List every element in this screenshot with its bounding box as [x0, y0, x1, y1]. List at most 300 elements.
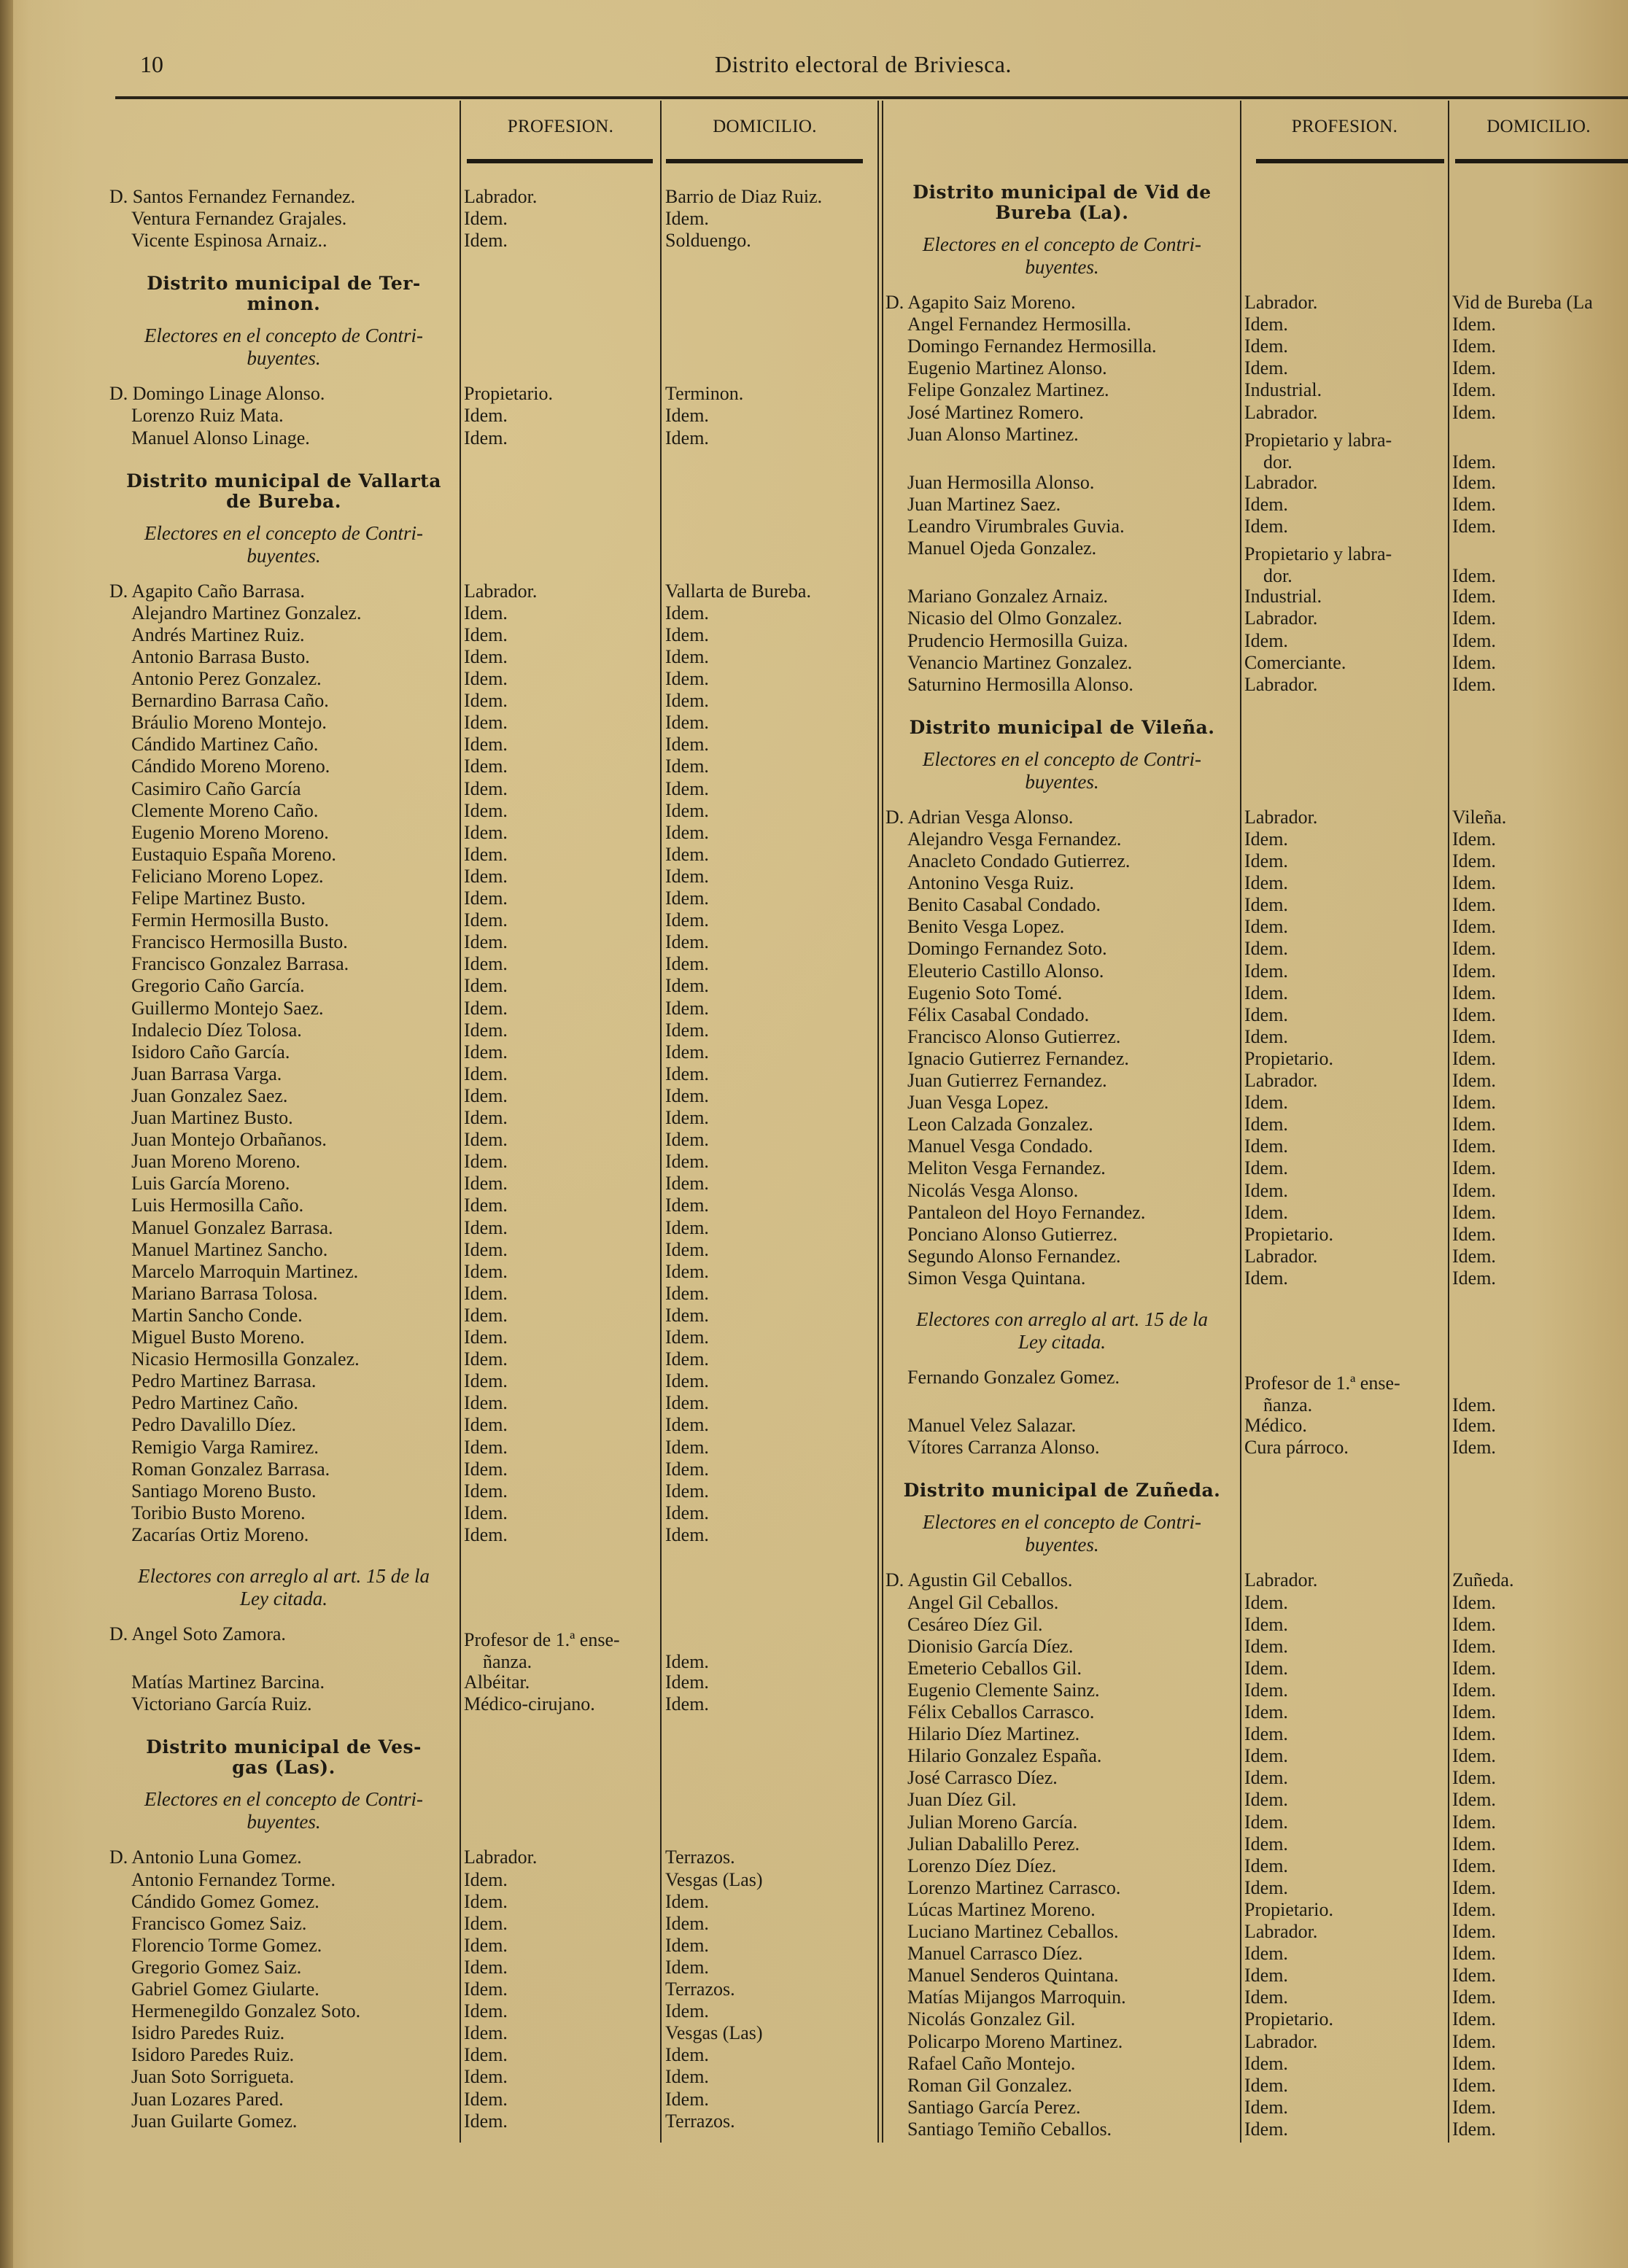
elector-name: Antonio Perez Gonzalez.	[131, 668, 322, 689]
elector-profesion: Idem.	[1244, 1092, 1288, 1114]
elector-name: Juan Gonzalez Saez.	[131, 1084, 288, 1106]
elector-name: Indalecio Díez Tolosa.	[131, 1019, 302, 1041]
elector-profesion: Labrador.	[1244, 471, 1318, 493]
elector-domicilio: Idem.	[1452, 1003, 1496, 1025]
elector-name: Juan Díez Gil.	[907, 1789, 1017, 1811]
elector-name: Gregorio Gomez Saiz.	[131, 1956, 302, 1978]
elector-domicilio: Idem.	[665, 1934, 709, 1956]
elector-domicilio: Idem.	[665, 1912, 709, 1934]
elector-name: Ventura Fernandez Grajales.	[131, 208, 347, 230]
elector-name: Guillermo Montejo Saez.	[131, 997, 324, 1019]
elector-name: Eugenio Clemente Sainz.	[907, 1679, 1100, 1701]
elector-name: Eleuterio Castillo Alonso.	[907, 960, 1104, 982]
divider-right-name-profesion	[1240, 101, 1241, 2143]
elector-name: Simon Vesga Quintana.	[907, 1267, 1086, 1289]
elector-domicilio: Idem.	[665, 668, 709, 689]
elector-name: Juan Soto Sorrigueta.	[131, 2066, 295, 2088]
elector-domicilio: Idem.	[1452, 1679, 1496, 1701]
elector-profesion: Idem.	[464, 1868, 508, 1890]
elector-profesion: Idem.	[464, 821, 508, 843]
elector-profesion: Idem.	[1244, 2118, 1288, 2140]
elector-profesion: Idem.	[464, 1348, 508, 1370]
elector-profesion: Idem.	[1244, 1135, 1288, 1157]
elector-domicilio: Vallarta de Bureba.	[665, 580, 811, 602]
elector-category-subheading: Ley citada.	[240, 1588, 327, 1609]
elector-profesion: Idem.	[464, 1414, 508, 1436]
elector-name: Rafael Caño Montejo.	[907, 2052, 1076, 2074]
elector-name: Julian Dabalillo Perez.	[907, 1833, 1080, 1855]
elector-domicilio: Idem.	[1452, 1987, 1496, 2008]
divider-left-name-profesion	[460, 101, 461, 2143]
elector-profesion: Labrador.	[464, 186, 538, 207]
elector-domicilio: Idem.	[665, 997, 709, 1019]
elector-domicilio: Idem.	[1452, 1025, 1496, 1047]
elector-name: Venancio Martinez Gonzalez.	[907, 651, 1133, 673]
elector-profesion: Idem.	[1244, 1679, 1288, 1701]
elector-profesion: Labrador.	[464, 580, 538, 602]
elector-domicilio: Idem.	[665, 645, 709, 667]
elector-profesion: Idem.	[1244, 1201, 1288, 1223]
elector-domicilio: Idem.	[1452, 960, 1496, 982]
elector-domicilio: Idem.	[665, 799, 709, 821]
elector-name: Bráulio Moreno Montejo.	[131, 712, 327, 734]
elector-name: D. Domingo Linage Alonso.	[109, 383, 325, 405]
elector-profesion: Labrador.	[1244, 1070, 1318, 1091]
elector-profesion: Labrador.	[1244, 1921, 1318, 1942]
elector-name: Meliton Vesga Fernandez.	[907, 1157, 1106, 1179]
elector-profesion: Idem.	[1244, 872, 1288, 894]
elector-domicilio: Idem.	[665, 1260, 709, 1282]
elector-profesion: Idem.	[464, 1502, 508, 1523]
elector-domicilio: Idem.	[1452, 607, 1496, 629]
elector-name: Andrés Martinez Ruiz.	[131, 624, 305, 645]
elector-profesion: Idem.	[1244, 1114, 1288, 1135]
elector-category-subheading: Electores en el concepto de Contri-	[922, 233, 1202, 255]
elector-domicilio: Idem.	[1452, 1635, 1496, 1657]
elector-name: Dionisio García Díez.	[907, 1635, 1074, 1657]
elector-profesion: Idem.	[464, 777, 508, 799]
elector-profesion: Idem.	[464, 799, 508, 821]
elector-profesion: Idem.	[1244, 1789, 1288, 1811]
elector-profesion: Idem.	[1244, 1701, 1288, 1723]
left-domicilio-header: DOMICILIO.	[713, 117, 817, 136]
elector-name: Isidoro Caño García.	[131, 1041, 290, 1063]
elector-name: Cándido Martinez Caño.	[131, 734, 319, 756]
elector-category-subheading: buyentes.	[247, 347, 321, 370]
elector-name: Alejandro Vesga Fernandez.	[907, 828, 1122, 850]
elector-profesion: Idem.	[1244, 314, 1288, 335]
elector-domicilio: Idem.	[1452, 1047, 1496, 1069]
elector-domicilio: Idem.	[1452, 401, 1496, 423]
elector-domicilio: Idem.	[1452, 1898, 1496, 1920]
elector-name: Eugenio Moreno Moreno.	[131, 821, 329, 843]
elector-category-subheading: Electores en el concepto de Contri-	[144, 521, 424, 544]
elector-domicilio: Idem.	[665, 1502, 709, 1523]
elector-profesion: Labrador.	[1244, 607, 1318, 629]
elector-profesion: Idem.	[1244, 1591, 1288, 1613]
elector-profesion: Profesor de 1.ª ense-	[1244, 1372, 1400, 1394]
elector-profesion: Idem.	[464, 1912, 508, 1934]
elector-domicilio: Idem.	[1452, 872, 1496, 894]
elector-profesion: Idem.	[1244, 938, 1288, 960]
elector-profesion: Idem.	[464, 405, 508, 427]
elector-name: Roman Gonzalez Barrasa.	[131, 1458, 330, 1480]
district-heading: Distrito municipal de Vallarta	[126, 470, 441, 492]
elector-name: Antonino Vesga Ruiz.	[907, 872, 1074, 894]
elector-profesion: Propietario.	[1244, 1223, 1334, 1245]
elector-profesion: Idem.	[464, 975, 508, 997]
elector-name: Manuel Carrasco Díez.	[907, 1943, 1083, 1965]
elector-domicilio: Idem.	[1452, 1613, 1496, 1635]
divider-left-profesion-domicilio	[660, 101, 662, 2143]
elector-name: Angel Fernandez Hermosilla.	[907, 314, 1131, 335]
running-title: Distrito electoral de Briviesca.	[715, 51, 1012, 77]
elector-profesion: Idem.	[1244, 335, 1288, 357]
elector-domicilio: Idem.	[665, 2000, 709, 2022]
elector-profesion: Labrador.	[1244, 673, 1318, 695]
elector-profesion: Idem.	[1244, 894, 1288, 916]
elector-domicilio: Idem.	[665, 1890, 709, 1912]
elector-name: Lorenzo Ruiz Mata.	[131, 405, 284, 427]
elector-name: Juan Guilarte Gomez.	[131, 2110, 298, 2132]
elector-domicilio: Idem.	[665, 777, 709, 799]
elector-name: Mariano Gonzalez Arnaiz.	[907, 586, 1109, 607]
district-heading: Distrito municipal de Ter-	[147, 273, 421, 295]
elector-domicilio: Idem.	[1452, 1437, 1496, 1459]
elector-name: Julian Moreno García.	[907, 1811, 1078, 1833]
elector-profesion: Idem.	[1244, 982, 1288, 1003]
elector-domicilio: Idem.	[665, 1458, 709, 1480]
district-heading: Distrito municipal de Ves-	[146, 1736, 422, 1758]
elector-name: Santiago Moreno Busto.	[131, 1480, 317, 1502]
elector-profesion: Idem.	[1244, 2096, 1288, 2118]
elector-profesion: Idem.	[1244, 1179, 1288, 1201]
elector-name: Fernando Gonzalez Gomez.	[907, 1367, 1120, 1388]
elector-name: Juan Moreno Moreno.	[131, 1151, 301, 1173]
elector-domicilio: Idem.	[665, 1651, 709, 1672]
elector-domicilio: Terrazos.	[665, 1846, 735, 1868]
elector-profesion: Labrador.	[1244, 292, 1318, 313]
elector-name: Matías Martinez Barcina.	[131, 1671, 325, 1693]
elector-domicilio: Idem.	[1452, 1921, 1496, 1942]
elector-profesion: Idem.	[464, 230, 508, 252]
elector-domicilio: Idem.	[1452, 1092, 1496, 1114]
elector-profesion: Labrador.	[464, 1846, 538, 1868]
elector-profesion: Labrador.	[1244, 401, 1318, 423]
elector-name: Félix Ceballos Carrasco.	[907, 1701, 1095, 1723]
elector-name: José Martinez Romero.	[907, 401, 1084, 423]
elector-profesion: Idem.	[1244, 2052, 1288, 2074]
elector-domicilio: Idem.	[665, 1195, 709, 1216]
elector-profesion: Idem.	[464, 2088, 508, 2110]
elector-name: Isidro Paredes Ruiz.	[131, 2022, 285, 2044]
elector-name: Antonio Barrasa Busto.	[131, 645, 310, 667]
elector-domicilio: Idem.	[1452, 379, 1496, 401]
elector-profesion: Idem.	[464, 2044, 508, 2066]
elector-name: Martin Sancho Conde.	[131, 1304, 303, 1326]
elector-name: Luis García Moreno.	[131, 1173, 290, 1195]
elector-profesion: Idem.	[464, 865, 508, 887]
elector-name: Feliciano Moreno Lopez.	[131, 865, 324, 887]
elector-profesion: Idem.	[1244, 1157, 1288, 1179]
elector-name: Ignacio Gutierrez Fernandez.	[907, 1047, 1129, 1069]
elector-domicilio: Idem.	[665, 2044, 709, 2066]
elector-profesion: Idem.	[1244, 960, 1288, 982]
elector-name: D. Antonio Luna Gomez.	[109, 1846, 302, 1868]
elector-domicilio: Idem.	[1452, 314, 1496, 335]
elector-name: Miguel Busto Moreno.	[131, 1327, 305, 1348]
elector-category-subheading: Electores en el concepto de Contri-	[922, 747, 1202, 770]
elector-domicilio: Vileña.	[1452, 806, 1507, 828]
elector-profesion: Propietario y labra-	[1244, 543, 1392, 565]
elector-profesion: Idem.	[1244, 850, 1288, 871]
elector-name: Benito Casabal Condado.	[907, 894, 1101, 916]
elector-name: Hilario Díez Martinez.	[907, 1723, 1080, 1745]
elector-profesion: Labrador.	[1244, 1569, 1318, 1591]
elector-name: D. Agustin Gil Ceballos.	[885, 1569, 1073, 1591]
left-profesion-header: PROFESION.	[507, 117, 614, 136]
elector-name: Saturnino Hermosilla Alonso.	[907, 673, 1133, 695]
district-heading: Distrito municipal de Zuñeda.	[903, 1480, 1221, 1502]
district-heading: gas (Las).	[232, 1757, 336, 1779]
elector-domicilio: Idem.	[665, 1327, 709, 1348]
elector-domicilio: Solduengo.	[665, 230, 751, 252]
elector-domicilio: Idem.	[1452, 1811, 1496, 1833]
elector-profesion: Idem.	[464, 1019, 508, 1041]
elector-name: Nicasio del Olmo Gonzalez.	[907, 607, 1123, 629]
elector-domicilio: Idem.	[665, 1304, 709, 1326]
elector-domicilio: Idem.	[665, 1041, 709, 1063]
elector-profesion: Idem.	[1244, 1723, 1288, 1745]
elector-domicilio: Idem.	[665, 821, 709, 843]
elector-domicilio: Idem.	[665, 931, 709, 953]
elector-domicilio: Idem.	[1452, 335, 1496, 357]
district-heading: Distrito municipal de Vid de	[912, 182, 1212, 203]
elector-name: Zacarías Ortiz Moreno.	[131, 1523, 309, 1545]
elector-profesion: Idem.	[464, 1327, 508, 1348]
divider-center-1	[877, 101, 879, 2143]
elector-profesion: Idem.	[1244, 1635, 1288, 1657]
elector-domicilio: Idem.	[1452, 651, 1496, 673]
elector-domicilio: Idem.	[665, 1216, 709, 1238]
left-domicilio-header-rule	[666, 159, 863, 163]
elector-name: Eugenio Soto Tomé.	[907, 982, 1063, 1003]
page-number: 10	[140, 51, 163, 77]
elector-domicilio: Idem.	[1452, 1267, 1496, 1289]
elector-profesion: Idem.	[464, 2110, 508, 2132]
elector-domicilio: Idem.	[1452, 1723, 1496, 1745]
elector-domicilio: Idem.	[665, 1956, 709, 1978]
elector-domicilio: Idem.	[665, 1151, 709, 1173]
elector-name: Juan Barrasa Varga.	[131, 1063, 282, 1084]
elector-profesion: Idem.	[1244, 1987, 1288, 2008]
elector-profesion: Idem.	[464, 1934, 508, 1956]
elector-profesion-cont: dor.	[1263, 565, 1292, 587]
elector-profesion: Idem.	[464, 2022, 508, 2044]
elector-domicilio: Barrio de Diaz Ruiz.	[665, 186, 823, 207]
elector-domicilio: Idem.	[1452, 516, 1496, 537]
elector-profesion: Idem.	[464, 1084, 508, 1106]
elector-domicilio: Vesgas (Las)	[665, 1868, 763, 1890]
elector-name: Nicasio Hermosilla Gonzalez.	[131, 1348, 360, 1370]
elector-name: Gabriel Gomez Giularte.	[131, 1978, 319, 2000]
elector-domicilio: Idem.	[1452, 1943, 1496, 1965]
elector-name: Santiago Temiño Ceballos.	[907, 2118, 1112, 2140]
elector-name: Antonio Fernandez Torme.	[131, 1868, 336, 1890]
elector-profesion: Idem.	[464, 1890, 508, 1912]
elector-name: D. Angel Soto Zamora.	[109, 1623, 286, 1644]
elector-domicilio: Idem.	[665, 1523, 709, 1545]
elector-category-subheading: buyentes.	[1025, 1534, 1099, 1556]
elector-domicilio: Idem.	[665, 602, 709, 624]
elector-category-subheading: buyentes.	[1025, 770, 1099, 793]
elector-profesion: Idem.	[464, 1370, 508, 1392]
elector-profesion: Idem.	[1244, 357, 1288, 379]
elector-domicilio: Idem.	[665, 1019, 709, 1041]
elector-domicilio: Idem.	[1452, 2030, 1496, 2052]
elector-domicilio: Idem.	[665, 2066, 709, 2088]
elector-domicilio: Idem.	[665, 1063, 709, 1084]
elector-domicilio: Idem.	[1452, 1201, 1496, 1223]
elector-profesion: Idem.	[464, 1978, 508, 2000]
elector-profesion: Idem.	[1244, 1943, 1288, 1965]
elector-name: Lúcas Martinez Moreno.	[907, 1898, 1096, 1920]
elector-name: Fermin Hermosilla Busto.	[131, 909, 329, 931]
elector-name: Manuel Gonzalez Barrasa.	[131, 1216, 333, 1238]
elector-profesion: Idem.	[464, 1063, 508, 1084]
elector-profesion: Idem.	[1244, 516, 1288, 537]
elector-profesion: Idem.	[1244, 1876, 1288, 1898]
elector-profesion: Cura párroco.	[1244, 1437, 1349, 1459]
elector-name: Matías Mijangos Marroquin.	[907, 1987, 1126, 2008]
elector-profesion: Labrador.	[1244, 1245, 1318, 1267]
elector-domicilio: Idem.	[665, 208, 709, 230]
elector-name: Nicolás Vesga Alonso.	[907, 1179, 1079, 1201]
elector-profesion: Médico.	[1244, 1415, 1307, 1437]
elector-profesion: Idem.	[464, 1436, 508, 1458]
elector-domicilio: Idem.	[1452, 1415, 1496, 1437]
elector-domicilio: Idem.	[665, 1693, 709, 1715]
elector-profesion: Propietario.	[1244, 1047, 1334, 1069]
elector-domicilio: Idem.	[1452, 1591, 1496, 1613]
elector-category-subheading: buyentes.	[247, 1811, 321, 1833]
elector-name: Anacleto Condado Gutierrez.	[907, 850, 1131, 871]
elector-name: D. Santos Fernandez Fernandez.	[109, 186, 356, 207]
elector-domicilio: Idem.	[665, 1084, 709, 1106]
elector-domicilio: Idem.	[1452, 894, 1496, 916]
elector-profesion: Médico-cirujano.	[464, 1693, 595, 1715]
elector-profesion: Idem.	[1244, 1025, 1288, 1047]
elector-domicilio: Idem.	[665, 1436, 709, 1458]
elector-profesion: Idem.	[464, 931, 508, 953]
elector-profesion: Idem.	[1244, 1965, 1288, 1987]
elector-domicilio: Idem.	[1452, 850, 1496, 871]
left-profesion-header-rule	[467, 159, 653, 163]
elector-name: D. Agapito Saiz Moreno.	[885, 292, 1076, 313]
elector-domicilio: Idem.	[1452, 629, 1496, 651]
elector-domicilio: Idem.	[665, 624, 709, 645]
elector-profesion: Idem.	[464, 1956, 508, 1978]
elector-domicilio: Idem.	[1452, 586, 1496, 607]
elector-name: Roman Gil Gonzalez.	[907, 2074, 1072, 2096]
elector-domicilio: Idem.	[665, 1414, 709, 1436]
elector-name: Pedro Davalillo Díez.	[131, 1414, 296, 1436]
elector-domicilio: Idem.	[1452, 2096, 1496, 2118]
elector-profesion: Idem.	[464, 1129, 508, 1151]
elector-domicilio: Idem.	[1452, 1965, 1496, 1987]
header-rule	[115, 96, 1628, 99]
elector-profesion: Idem.	[1244, 1855, 1288, 1876]
elector-name: Manuel Martinez Sancho.	[131, 1238, 328, 1260]
elector-domicilio: Terrazos.	[665, 2110, 735, 2132]
elector-domicilio: Idem.	[665, 1282, 709, 1304]
elector-domicilio: Vesgas (Las)	[665, 2022, 763, 2044]
elector-domicilio: Idem.	[665, 756, 709, 777]
elector-profesion: Idem.	[1244, 1657, 1288, 1679]
elector-profesion: Labrador.	[1244, 806, 1318, 828]
elector-domicilio: Idem.	[665, 2088, 709, 2110]
elector-profesion: Profesor de 1.ª ense-	[464, 1629, 620, 1650]
elector-profesion: Idem.	[464, 1151, 508, 1173]
elector-domicilio: Idem.	[665, 1671, 709, 1693]
elector-category-subheading: buyentes.	[1025, 256, 1099, 278]
elector-domicilio: Idem.	[1452, 1394, 1496, 1415]
elector-name: Hermenegildo Gonzalez Soto.	[131, 2000, 361, 2022]
elector-profesion: Industrial.	[1244, 379, 1322, 401]
elector-name: Ponciano Alonso Gutierrez.	[907, 1223, 1118, 1245]
elector-name: Pantaleon del Hoyo Fernandez.	[907, 1201, 1146, 1223]
elector-domicilio: Idem.	[665, 1370, 709, 1392]
elector-name: Cesáreo Díez Gil.	[907, 1613, 1043, 1635]
elector-name: Policarpo Moreno Martinez.	[907, 2030, 1123, 2052]
elector-profesion: Idem.	[1244, 1811, 1288, 1833]
elector-name: Juan Alonso Martinez.	[907, 423, 1079, 445]
elector-name: Juan Gutierrez Fernandez.	[907, 1070, 1107, 1091]
elector-profesion: Idem.	[464, 645, 508, 667]
elector-profesion: Comerciante.	[1244, 651, 1346, 673]
elector-domicilio: Idem.	[1452, 493, 1496, 515]
elector-profesion: Idem.	[464, 602, 508, 624]
elector-category-subheading: Electores en el concepto de Contri-	[144, 1788, 424, 1811]
elector-domicilio: Idem.	[665, 843, 709, 865]
elector-name: Juan Hermosilla Alonso.	[907, 471, 1095, 493]
elector-domicilio: Idem.	[1452, 451, 1496, 473]
elector-profesion: Idem.	[1244, 493, 1288, 515]
elector-profesion: Idem.	[464, 843, 508, 865]
elector-domicilio: Idem.	[665, 427, 709, 448]
elector-profesion: Idem.	[464, 624, 508, 645]
elector-name: Domingo Fernandez Hermosilla.	[907, 335, 1157, 357]
elector-profesion: Idem.	[1244, 1613, 1288, 1635]
elector-profesion: Idem.	[464, 1173, 508, 1195]
elector-name: Luciano Martinez Ceballos.	[907, 1921, 1119, 1942]
elector-profesion: Idem.	[464, 2066, 508, 2088]
elector-profesion: Idem.	[464, 734, 508, 756]
elector-name: Manuel Ojeda Gonzalez.	[907, 537, 1097, 559]
elector-profesion: Idem.	[464, 1392, 508, 1414]
elector-profesion: Idem.	[464, 888, 508, 909]
elector-name: Lorenzo Díez Díez.	[907, 1855, 1057, 1876]
elector-profesion: Idem.	[464, 953, 508, 975]
elector-name: Leandro Virumbrales Guvia.	[907, 516, 1125, 537]
elector-domicilio: Idem.	[1452, 982, 1496, 1003]
elector-name: Francisco Gonzalez Barrasa.	[131, 953, 349, 975]
elector-domicilio: Idem.	[665, 1107, 709, 1128]
elector-domicilio: Idem.	[1452, 1157, 1496, 1179]
elector-domicilio: Idem.	[665, 1173, 709, 1195]
elector-profesion: Propietario.	[1244, 2008, 1334, 2030]
elector-profesion: Idem.	[464, 997, 508, 1019]
